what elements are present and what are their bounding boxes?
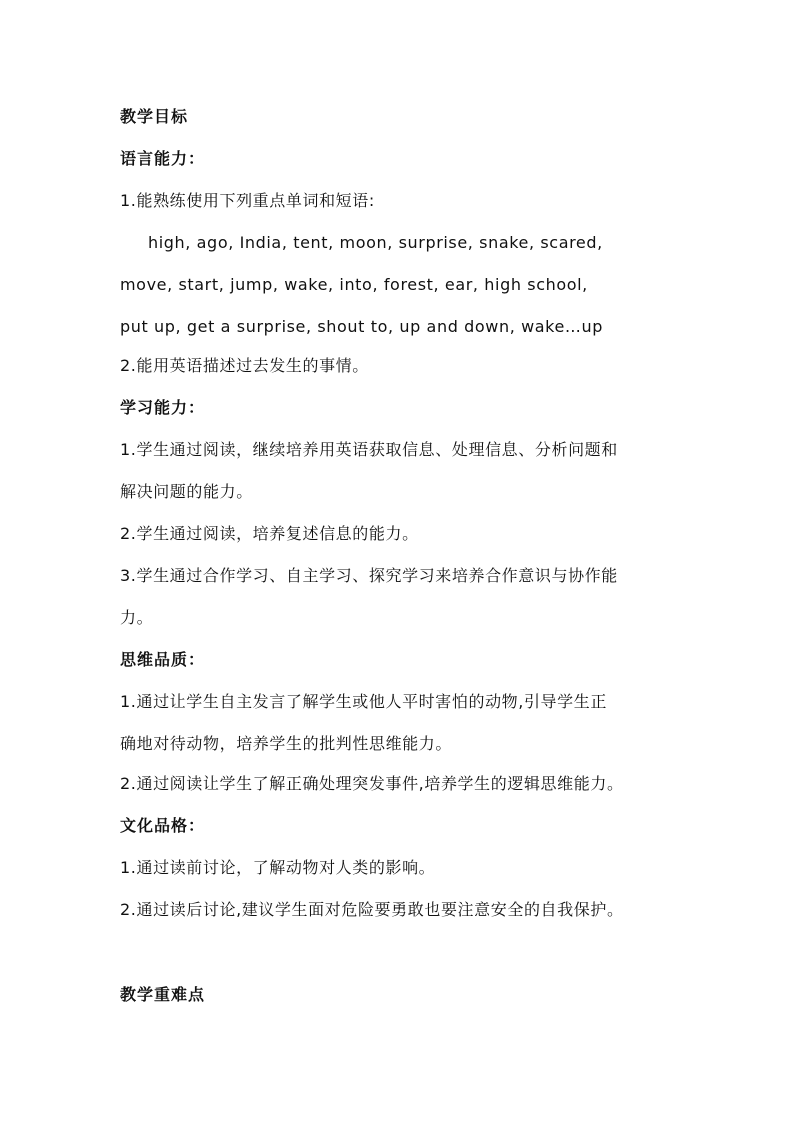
- thinking-item-1-line-1: 1.通过让学生自主发言了解学生或他人平时害怕的动物,引导学生正: [120, 692, 607, 711]
- heading-thinking-quality: 思维品质：: [120, 650, 206, 669]
- language-item-1: 1.能熟练使用下列重点单词和短语:: [120, 191, 375, 210]
- vocab-line-3: put up, get a surprise, shout to, up and down, wake…up: [120, 317, 604, 336]
- learning-item-1-line-2: 解决问题的能力。: [120, 482, 253, 501]
- learning-item-1-line-1: 1.学生通过阅读，继续培养用英语获取信息、处理信息、分析问题和: [120, 440, 618, 459]
- vocab-line-2: move, start, jump, wake, into, forest, ear, high school,: [120, 275, 588, 294]
- vocab-line-1: high, ago, India, tent, moon, surprise, snake, scared,: [148, 233, 603, 252]
- culture-item-2: 2.通过读后讨论,建议学生面对危险要勇敢也要注意安全的自我保护。: [120, 900, 624, 919]
- learning-item-2: 2.学生通过阅读，培养复述信息的能力。: [120, 524, 419, 543]
- language-item-2: 2.能用英语描述过去发生的事情。: [120, 356, 369, 375]
- heading-language-ability: 语言能力：: [120, 149, 206, 168]
- section-title-teaching-objectives: 教学目标: [120, 107, 189, 126]
- learning-item-3-line-1: 3.学生通过合作学习、自主学习、探究学习来培养合作意识与协作能: [120, 566, 618, 585]
- heading-cultural-character: 文化品格：: [120, 816, 206, 835]
- culture-item-1: 1.通过读前讨论，了解动物对人类的影响。: [120, 858, 436, 877]
- heading-learning-ability: 学习能力：: [120, 398, 206, 417]
- thinking-item-1-line-2: 确地对待动物，培养学生的批判性思维能力。: [120, 734, 453, 753]
- section-title-key-difficulties: 教学重难点: [120, 985, 206, 1004]
- learning-item-3-line-2: 力。: [120, 608, 154, 627]
- thinking-item-2: 2.通过阅读让学生了解正确处理突发事件,培养学生的逻辑思维能力。: [120, 774, 624, 793]
